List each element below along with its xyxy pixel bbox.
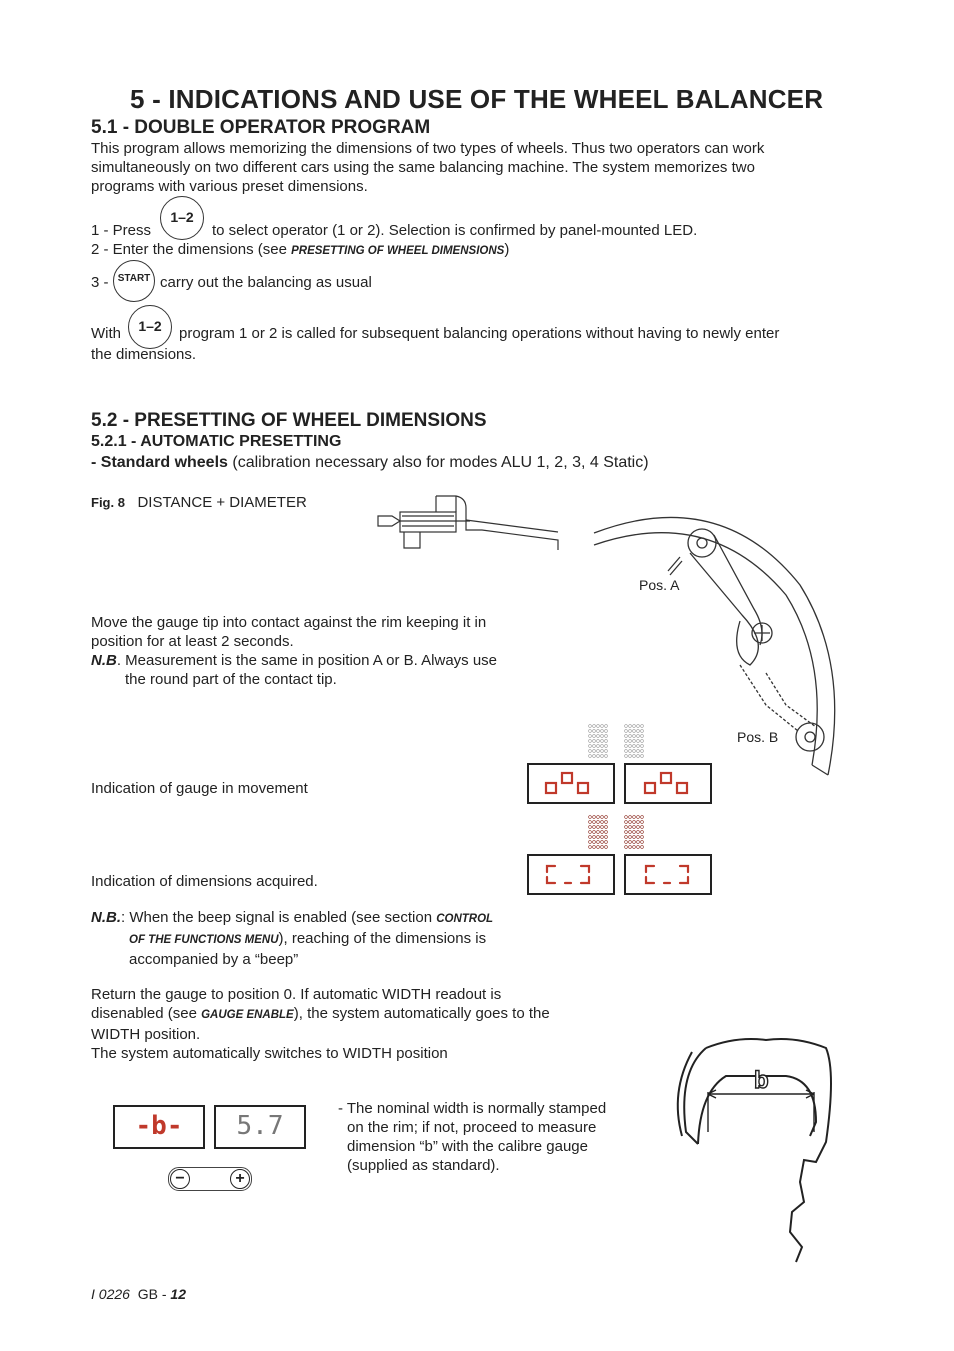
display-digits — [626, 856, 710, 893]
return-text-cont: ), the system automatically goes to the — [293, 1005, 550, 1022]
nb2-label: N.B. — [91, 909, 121, 926]
operator-12-label: 1–2 — [170, 209, 194, 225]
return-line: Return the gauge to position 0. If automatic WIDTH readout is — [91, 986, 502, 1003]
step3-prefix: 3 - — [91, 274, 109, 291]
dims-acquired-label: Indication of dimensions acquired. — [91, 873, 318, 890]
intro-line: programs with various preset dimensions. — [91, 178, 368, 195]
rim-dimension-label: b — [754, 1067, 769, 1094]
display-right-acquired — [624, 854, 712, 895]
display-right-moving — [624, 763, 712, 804]
step2-close: ) — [504, 241, 510, 258]
standard-wheels-text: (calibration necessary also for modes ALU 1, 2, 3, 4 Static) — [227, 454, 649, 471]
return-gauge-paragraph — [91, 985, 550, 1063]
gauge-arm-drawing — [370, 490, 570, 560]
nb-text: . Measurement is the same in position A or B. Always use — [116, 652, 498, 669]
step1-prefix: 1 - Press — [91, 222, 152, 239]
standard-wheels-line — [91, 454, 649, 472]
nb-line — [91, 651, 497, 670]
return-line: The system automatically switches to WIDTH position — [91, 1045, 448, 1062]
section-heading-5-2: 5.2 - PRESETTING OF WHEEL DIMENSIONS — [91, 410, 487, 431]
nb2-ref: CONTROL — [436, 913, 494, 925]
page-title: 5 - INDICATIONS AND USE OF THE WHEEL BALANCER — [130, 84, 824, 114]
subsection-heading: 5.2.1 - AUTOMATIC PRESETTING — [91, 433, 342, 450]
nb-beep-paragraph — [91, 908, 493, 969]
plus-button[interactable]: + — [230, 1169, 250, 1189]
position-a-label: Pos. A — [639, 577, 680, 593]
nominal-line: - The nominal width is normally stamped — [338, 1100, 607, 1117]
rim-cross-section-drawing — [676, 1032, 836, 1264]
position-b-label: Pos. B — [737, 729, 779, 745]
operator-12-label: 1–2 — [138, 318, 162, 334]
nb-beep-line — [91, 908, 493, 929]
return-text: disenabled (see — [91, 1005, 202, 1022]
step2-line — [91, 240, 509, 261]
return-line: WIDTH position. — [91, 1026, 201, 1043]
nb2-ref-cont: OF THE FUNCTIONS MENU — [129, 934, 279, 946]
operator-12-button[interactable] — [128, 305, 172, 349]
minus-button[interactable]: − — [170, 1169, 190, 1189]
led-matrix-red-pair — [588, 815, 652, 851]
with-text-cont: the dimensions. — [91, 346, 197, 363]
step1-text: to select operator (1 or 2). Selection is confirmed by panel-mounted LED. — [212, 222, 698, 239]
operator-12-button[interactable] — [160, 196, 204, 240]
minus-plus-bar — [168, 1167, 252, 1191]
move-line: Move the gauge tip into contact against the rim keeping it in — [91, 614, 487, 631]
width-display-right — [214, 1105, 306, 1149]
figure-title: DISTANCE + DIAMETER — [137, 494, 307, 511]
width-display-right-value: 5.7 — [236, 1111, 284, 1141]
page-number: 12 — [170, 1286, 186, 1302]
nb2-text-cont: ), reaching of the dimensions is — [278, 930, 487, 947]
width-display-left — [113, 1105, 205, 1149]
display-left-moving — [527, 763, 615, 804]
figure-label: Fig. 8 — [91, 495, 125, 510]
page-footer — [91, 1286, 186, 1302]
nb-beep-line — [91, 929, 493, 950]
nominal-line: dimension “b” with the calibre gauge — [347, 1138, 588, 1155]
width-display-left-value: -b- — [135, 1111, 183, 1141]
nb2-text: : When the beep signal is enabled (see section — [121, 909, 437, 926]
doc-code: I 0226 — [91, 1286, 130, 1302]
display-left-acquired — [527, 854, 615, 895]
move-gauge-paragraph — [91, 613, 497, 689]
nb-line-cont: the round part of the contact tip. — [125, 671, 337, 688]
with-prefix: With — [91, 325, 121, 342]
standard-wheels-label: - Standard wheels — [91, 454, 228, 471]
move-line: position for at least 2 seconds. — [91, 633, 294, 650]
return-ref: GAUGE ENABLE — [201, 1009, 294, 1021]
with-text: program 1 or 2 is called for subsequent balancing operations without having to newly enter — [179, 325, 780, 342]
display-digits — [529, 765, 613, 802]
figure-caption — [91, 494, 307, 511]
step3-text: carry out the balancing as usual — [160, 274, 372, 291]
language-code: GB — [137, 1286, 158, 1302]
intro-line: simultaneously on two different cars using the same balancing machine. The system memorizes two — [91, 159, 755, 176]
intro-paragraph — [91, 139, 764, 196]
gauge-moving-label: Indication of gauge in movement — [91, 780, 308, 797]
footer-separator: - — [157, 1286, 171, 1302]
step2-ref: PRESETTING OF WHEEL DIMENSIONS — [291, 245, 505, 257]
nominal-line: (supplied as standard). — [347, 1157, 500, 1174]
display-digits — [529, 856, 613, 893]
return-line — [91, 1004, 550, 1025]
step2-text: 2 - Enter the dimensions (see — [91, 241, 292, 258]
start-button[interactable] — [113, 260, 155, 302]
intro-line: This program allows memorizing the dimensions of two types of wheels. Thus two operators can work — [91, 140, 765, 157]
led-matrix-grey-pair — [588, 724, 652, 760]
nb-beep-line: accompanied by a “beep” — [129, 951, 299, 968]
start-label: START — [117, 273, 151, 284]
nominal-line: on the rim; if not, proceed to measure — [347, 1119, 597, 1136]
section-heading-5-1: 5.1 - DOUBLE OPERATOR PROGRAM — [91, 117, 431, 138]
display-digits — [626, 765, 710, 802]
nominal-width-paragraph — [338, 1099, 606, 1175]
nb-label: N.B — [91, 652, 117, 669]
